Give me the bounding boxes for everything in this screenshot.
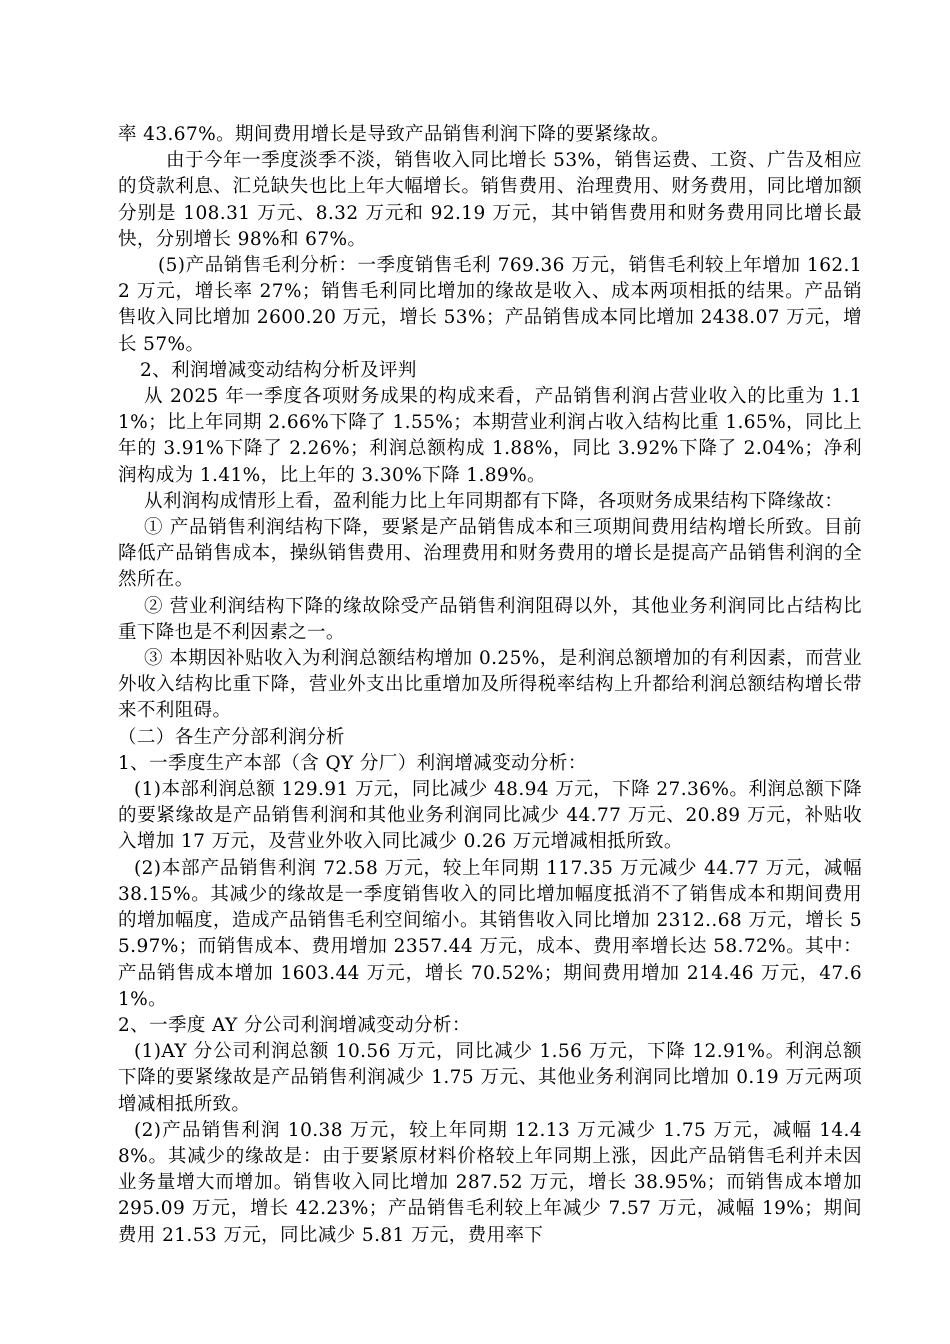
paragraph-3: (5)产品销售毛利分析：一季度销售毛利 769.36 万元，销售毛利较上年增加 162.12 万元，增长率 27%；销售毛利同比增加的缘故是收入、成本两项相抵的结果。产品销售收入同比增加 2600.20 万元，增长 53%；产品销售成本同比增加 2438.07 万元，增长 57%。 xyxy=(118,255,862,355)
section-heading-er: （二）各生产分部利润分析 xyxy=(118,726,345,748)
paragraph-16: (2)产品销售利润 10.38 万元，较上年同期 12.13 万元减少 1.75 万元，减幅 14.48%。其减少的缘故是：由于要紧原材料价格较上年同期上涨，因此产品销售毛利并未因业务量增大而增加。销售收入同比增加 287.52 万元，增长 38.95%；而销售成本增加 295.09 万元，增长 42.23%；产品销售毛利较上年减少 7.57 万元，减幅 19%；期间费用 21.53 万元，同比减少 5.81 万元，费用率下 xyxy=(118,1119,862,1246)
paragraph-1: 率 43.67%。期间费用增长是导致产品销售利润下降的要紧缘故。 xyxy=(118,124,670,145)
paragraph-12: (1)本部利润总额 129.91 万元，同比减少 48.94 万元，下降 27.36%。利润总额下降的要紧缘故是产品销售利润和其他业务利润同比减少 44.77 万元、20.89 万元，补贴收入增加 17 万元，及营业外收入同比减少 0.26 万元增减相抵所致。 xyxy=(118,779,862,853)
paragraph-6: 从利润构成情形上看，盈利能力比上年同期都有下降，各项财务成果结构下降缘故： xyxy=(144,490,844,512)
subsection-heading-2: 2、一季度 AY 分公司利润增减变动分析： xyxy=(118,1014,471,1036)
paragraph-5: 从 2025 年一季度各项财务成果的构成来看，产品销售利润占营业收入的比重为 1.11%；比上年同期 2.66%下降了 1.55%；本期营业利润占收入结构比重 1.65%，同比上年的 3.91%下降了 2.26%；利润总额构成 1.88%，同比 3.92%下降了 2.04%；净利润构成为 1.41%，比上年的 3.30%下降 1.89%。 xyxy=(118,386,862,486)
list-item-2: ② 营业利润结构下降的缘故除受产品销售利润阻碍以外，其他业务利润同比占结构比重下降也是不利因素之一。 xyxy=(118,595,862,643)
document-page xyxy=(118,122,862,1249)
paragraph-2: 由于今年一季度淡季不淡，销售收入同比增长 53%，销售运费、工资、广告及相应的贷款利息、汇兑缺失也比上年大幅增长。销售费用、治理费用、财务费用，同比增加额分别是 108.31 万元、8.32 万元和 92.19 万元，其中销售费用和财务费用同比增长最快，分别增长 98%和 67%。 xyxy=(118,150,862,250)
list-item-1: ① 产品销售利润结构下降，要紧是产品销售成本和三项期间费用结构增长所致。目前降低产品销售成本，操纵销售费用、治理费用和财务费用的增长是提高产品销售利润的全然所在。 xyxy=(118,517,862,591)
list-item-3: ③ 本期因补贴收入为利润总额结构增加 0.25%，是利润总额增加的有利因素，而营业外收入结构比重下降，营业外支出比重增加及所得税率结构上升都给利润总额结构增长带来不利阻碍。 xyxy=(118,648,862,722)
subsection-heading-1: 1、一季度生产本部（含 QY 分厂）利润增减变动分析： xyxy=(118,752,587,774)
paragraph-15: (1)AY 分公司利润总额 10.56 万元，同比减少 1.56 万元，下降 12.91%。利润总额下降的要紧缘故是产品销售利润减少 1.75 万元、其他业务利润同比增加 0.19 万元两项增减相抵所致。 xyxy=(118,1041,862,1115)
section-heading-2: 2、利润增减变动结构分析及评判 xyxy=(140,359,417,381)
paragraph-13: (2)本部产品销售利润 72.58 万元，较上年同期 117.35 万元减少 44.77 万元，减幅 38.15%。其减少的缘故是一季度销售收入的同比增加幅度抵消不了销售成本和期间费用的增加幅度，造成产品销售毛利空间缩小。其销售收入同比增加 2312..68 万元，增长 55.97%；而销售成本、费用增加 2357.44 万元，成本、费用率增长达 58.72%。其中：产品销售成本增加 1603.44 万元，增长 70.52%；期间费用增加 214.46 万元，47.61%。 xyxy=(118,857,862,1010)
